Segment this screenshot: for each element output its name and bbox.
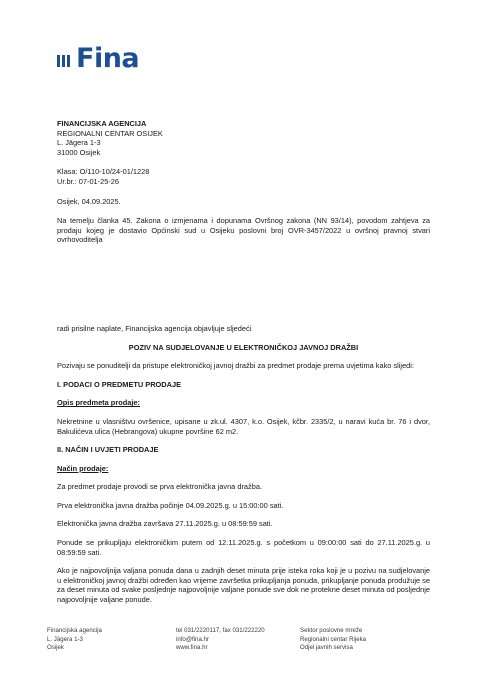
footer-email[interactable]: info@fina.hr — [176, 635, 209, 643]
footer-address — [47, 627, 102, 653]
footer-line: Financijska agencija — [47, 627, 102, 634]
footer-website[interactable]: www.fina.hr — [176, 644, 208, 652]
ref-urbr: Ur.br.: 07-01-25-26 — [57, 176, 120, 186]
footer-department — [300, 627, 366, 653]
section2-subheading: Način prodaje: — [57, 463, 109, 473]
section1-subheading: Opis predmeta prodaje: — [57, 398, 140, 408]
footer-phone: tel 031/2220117, fax 031/222220 — [176, 627, 265, 634]
document-date: Osijek, 04.09.2025. — [57, 196, 121, 206]
document-title: POZIV NA SUDJELOVANJE U ELEKTRONIČKOJ JAVNOJ DRAŽBI — [128, 342, 359, 352]
footer-line: L. Jägera 1-3 — [47, 635, 83, 643]
intro-paragraph: Na temelju članka 45. Zakona o izmjenama i dopunama Ovršnog zakona (NN 93/14), povodom zahtjeva za prodaju kojeg je dostavio Općinski sud u Osijeku poslovni broj OVR-3457/2022 u ovršnoj pravnoj stvari ovrhovoditelja — [57, 216, 430, 245]
header-street: L. Jägera 1-3 — [57, 138, 101, 148]
header-org: FINANCIJSKA AGENCIJA — [57, 119, 147, 128]
auction-end-paragraph: Elektronička javna dražba završava 27.11.2025.g. u 08:59:59 sati. — [57, 519, 273, 529]
footer-line: Regionalni centar Rijeka — [300, 635, 367, 643]
section1-heading: I. PODACI O PREDMETU PRODAJE — [57, 379, 182, 389]
ref-klasa: Klasa: O/110-10/24-01/1228 — [57, 167, 150, 177]
footer-contact — [176, 627, 265, 653]
footer-line: Odjel javnih servisa — [300, 644, 353, 652]
extension-rule-paragraph: Ako je najpovoljnija valjana ponuda dana u zadnjih deset minuta prije isteka roka koji je u pozivu na sudjelovanje u elektroničkoj javnoj dražbi određen kao vrijeme završetka prikupljanja ponuda, prikupljanje ponuda produžuje se za deset minuta od svake posljednje najpovoljnije valjane ponude sve dok ne protekne deset minuta od posljednje najpovoljnije valjane ponude. — [57, 566, 430, 605]
header-city: 31000 Osijek — [57, 147, 101, 157]
purpose-paragraph: radi prisilne naplate, Financijska agencija objavljuje sljedeći — [57, 323, 252, 333]
auction-start-paragraph: Prva elektronička javna dražba počinje 04.09.2025.g. u 15:00:00 sati. — [57, 500, 284, 510]
invite-paragraph: Pozivaju se ponuditelji da pristupe elektroničkoj javnoj dražbi za predmet prodaje prema uvjetima kako slijedi: — [57, 361, 414, 371]
header-unit: REGIONALNI CENTAR OSIJEK — [57, 128, 163, 138]
logo-bars-icon — [57, 55, 72, 67]
logo-wordmark: Fina — [76, 43, 140, 74]
fina-logo — [57, 42, 139, 72]
bids-period-paragraph: Ponude se prikupljaju elektroničkim putem od 12.11.2025.g. s početkom u 09:00:00 sati do 27.11.2025.g. u 08:59:59 sati. — [57, 538, 430, 557]
sale-method-paragraph: Za predmet prodaje provodi se prva elektronička javna dražba. — [57, 482, 262, 492]
footer-line: Sektor poslovne mreže — [300, 627, 363, 634]
section1-text: Nekretnine u vlasništvu ovršenice, upisane u zk.ul. 4307, k.o. Osijek, kčbr. 2335/2, u naravi kuća br. 76 i dvor, Bakulićeva ulica (Hebrangova) ukupne površine 62 m2. — [57, 416, 430, 436]
section2-heading: II. NAČIN I UVJETI PRODAJE — [57, 445, 159, 455]
document-body — [57, 119, 430, 605]
footer-line: Osijek — [47, 644, 64, 652]
